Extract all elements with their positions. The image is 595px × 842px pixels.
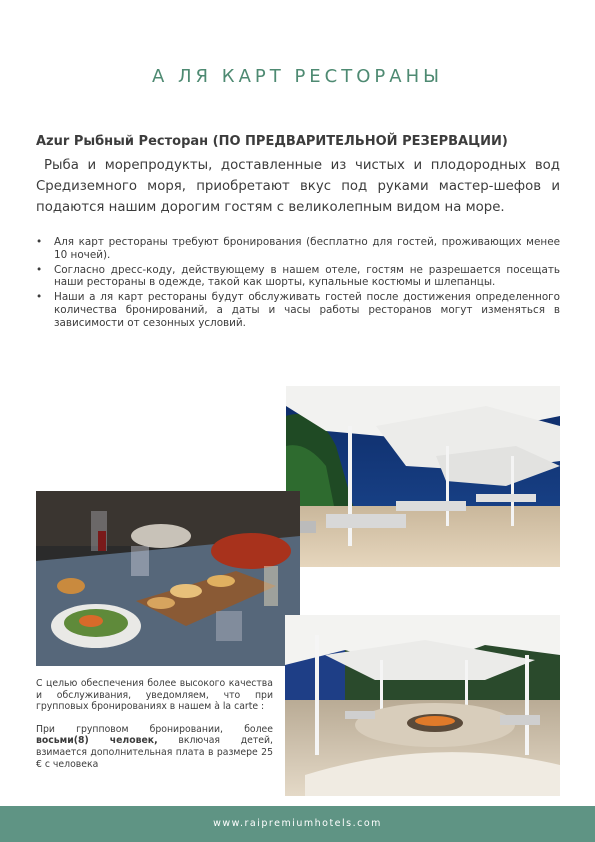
website-link[interactable]: www.raipremiumhotels.com: [213, 818, 382, 829]
rule-item: • Согласно дресс-коду, действующему в нашем отеле, гостям не разрешается посещать наши рестораны в одежде, такой как шорты, купальные костюмы и шлепанцы.: [36, 264, 560, 290]
restaurant-description: Рыба и морепродукты, доставленные из чистых и плодородных вод Средиземного моря, приобретают вкус под руками мастер-шефов и подаются нашим дорогим гостям с великолепным видом на море.: [36, 158, 560, 215]
footer-bar: [0, 806, 595, 842]
notice-paragraph-2: [36, 724, 273, 770]
page-title: А ЛЯ КАРТ РЕСТОРАНЫ: [151, 66, 443, 87]
group-booking-notice: [36, 678, 273, 781]
notice-bold-text: восьми(8) человек,: [36, 735, 158, 747]
rules-list: [36, 236, 560, 332]
terrace-firepit-photo: [285, 615, 560, 796]
notice-text: При групповом бронировании, более: [36, 723, 273, 735]
notice-text: включая детей, взимается дополнительная плата в размере 25 € с человека: [36, 735, 273, 770]
terrace-night-photo: [286, 386, 560, 567]
restaurant-heading: Azur Рыбный Ресторан (ПО ПРЕДВАРИТЕЛЬНОЙ РЕЗЕРВАЦИИ): [36, 134, 508, 149]
seafood-table-photo: [36, 491, 300, 666]
notice-paragraph-1: С целью обеспечения более высокого качества и обслуживания, уведомляем, что при групповых бронированиях в нашем à la carte :: [36, 678, 273, 713]
rule-item: • Аля карт рестораны требуют бронирования (бесплатно для гостей, проживающих менее 10 ночей).: [36, 236, 560, 262]
rule-item: • Наши а ля карт рестораны будут обслуживать гостей после достижения определенного количества бронирований, а даты и часы работы ресторанов могут изменяться в зависимости от сезонных условий.: [36, 291, 560, 329]
